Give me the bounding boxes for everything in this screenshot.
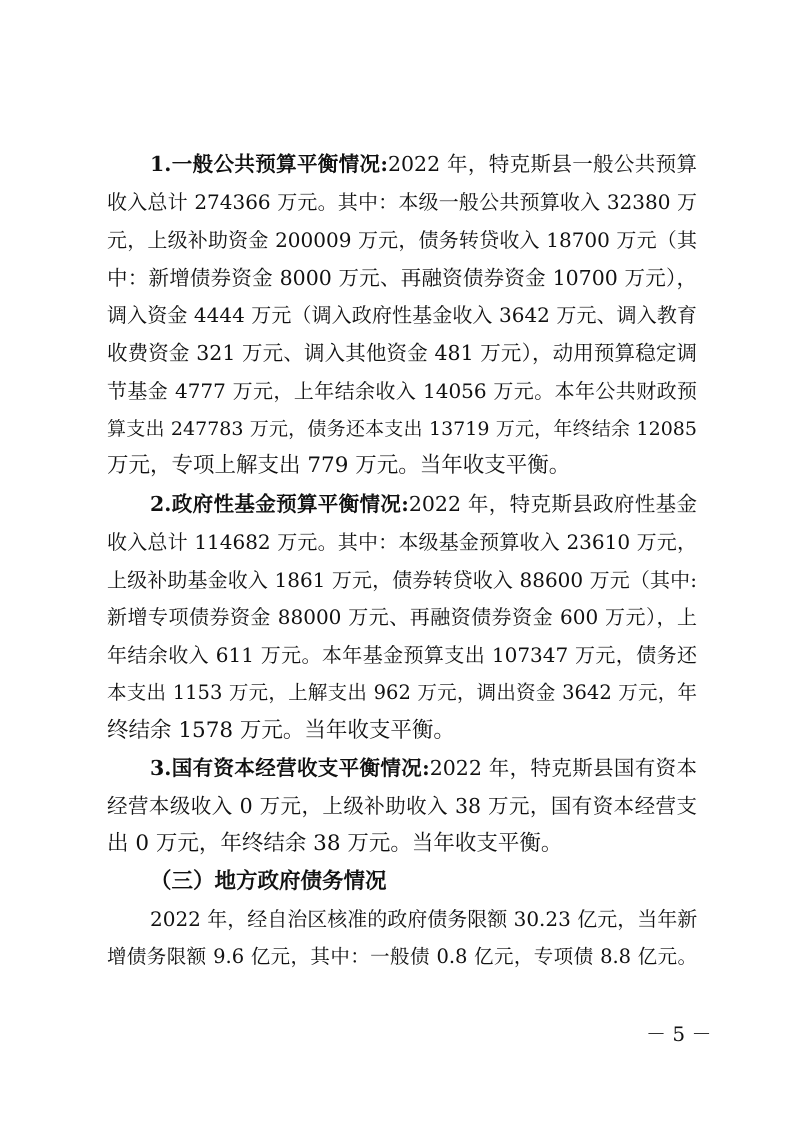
section1-line-5: 调入资金 4444 万元（调入政府性基金收入 3642 万元、调入教育 [107, 303, 697, 327]
section1-line-2: 收入总计 274366 万元。其中：本级一般公共预算收入 32380 万 [107, 190, 697, 214]
section3-line-1 [150, 752, 697, 784]
section2-line-7: 终结余 1578 万元。当年收支平衡。 [107, 718, 455, 743]
section1-line-7: 节基金 4777 万元，上年结余收入 14056 万元。本年公共财政预 [107, 379, 697, 403]
section4-line-1: 2022 年，经自治区核准的政府债务限额 30.23 亿元，当年新 [150, 907, 698, 931]
section4-heading: （三）地方政府债务情况 [150, 869, 387, 894]
section1-line-4: 中：新增债券资金 8000 万元、再融资债券资金 10700 万元）， [107, 266, 697, 290]
section2-title: 2.政府性基金预算平衡情况: [150, 492, 409, 516]
section1-line-1 [150, 148, 697, 180]
section1-title: 1.一般公共预算平衡情况: [150, 152, 388, 176]
section3-line-3: 出 0 万元，年终结余 38 万元。当年收支平衡。 [107, 831, 563, 856]
section2-line-2: 收入总计 114682 万元。其中：本级基金预算收入 23610 万元， [107, 530, 697, 554]
section1-line-6: 收费资金 321 万元、调入其他资金 481 万元），动用预算稳定调 [107, 341, 697, 365]
section2-line-6: 本支出 1153 万元，上解支出 962 万元，调出资金 3642 万元，年 [107, 681, 697, 704]
section3-line-1-text: 2022 年，特克斯县国有资本 [429, 756, 698, 780]
section1-line-3: 元，上级补助资金 200009 万元，债务转贷收入 18700 万元（其 [107, 228, 697, 252]
section3-line-2: 经营本级收入 0 万元，上级补助收入 38 万元，国有资本经营支 [107, 794, 697, 818]
section2-line-1-text: 2022 年，特克斯县政府性基金 [408, 492, 698, 516]
section2-line-1 [150, 488, 697, 520]
section4-line-2: 增债务限额 9.6 亿元，其中：一般债 0.8 亿元，专项债 8.8 亿元。 [107, 945, 697, 968]
section2-line-4: 新增专项债券资金 88000 万元、再融资债券资金 600 万元），上 [107, 605, 697, 629]
section1-line-8: 算支出 247783 万元，债务还本支出 13719 万元，年终结余 12085 [107, 418, 697, 440]
section2-line-5: 年结余收入 611 万元。本年基金预算支出 107347 万元，债务还 [107, 643, 697, 667]
section3-title: 3.国有资本经营收支平衡情况: [150, 756, 430, 780]
section1-line-1-text: 2022 年，特克斯县一般公共预算 [387, 152, 698, 176]
section1-line-9: 万元，专项上解支出 779 万元。当年收支平衡。 [107, 453, 571, 478]
section2-line-3: 上级补助基金收入 1861 万元，债券转贷收入 88600 万元（其中: [107, 568, 697, 592]
page-number: － 5 － [646, 1022, 712, 1046]
